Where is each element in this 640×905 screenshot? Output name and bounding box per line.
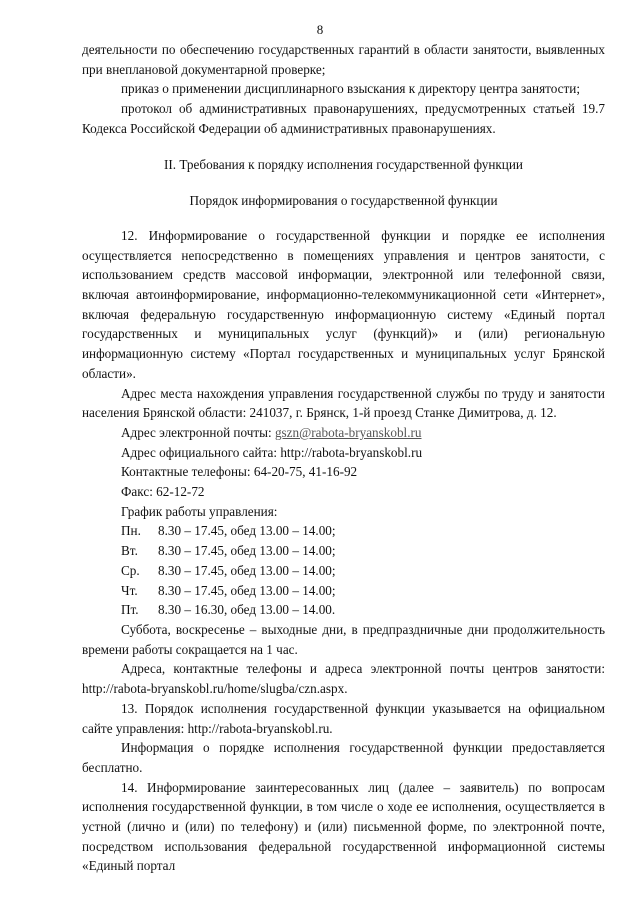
email-link[interactable]: gszn@rabota-bryanskobl.ru (274, 424, 422, 440)
section-heading: II. Требования к порядку исполнения государственной функции (164, 156, 523, 172)
schedule-title: График работы управления: (121, 503, 278, 519)
schedule-row-wed (82, 561, 605, 581)
paragraph-14: 14. Информирование заинтересованных лиц (далее – заявитель) по вопросам исполнения государственной функции, в том числе о ходе ее исполнения, осуществляется в устной (лично и (или) по телефону) и (или) письменной форме, по электронной почте, посредством использования федеральной государственной информационной системы «Единый портал (82, 779, 605, 874)
document-body (82, 40, 605, 876)
schedule-day: Пн. (121, 523, 141, 539)
fax-line: Факс: 62-12-72 (121, 484, 205, 500)
paragraph-free-info: Информация о порядке исполнения государственной функции предоставляется бесплатно. (82, 740, 605, 775)
schedule-day: Пт. (121, 602, 139, 618)
schedule-hours: 8.30 – 16.30, обед 13.00 – 14.00. (158, 602, 336, 618)
paragraph-13: 13. Порядок исполнения государственной функции указывается на официальном сайте управления: http://rabota-bryanskobl.ru. (82, 700, 605, 736)
email-line (82, 423, 605, 443)
paragraph-violations: деятельности по обеспечению государственных гарантий в области занятости, выявленных при внеплановой документарной проверке; (82, 42, 605, 77)
email-label: Адрес электронной почты: (121, 424, 275, 440)
paragraph-address: Адрес места нахождения управления государственной службы по труду и занятости населения Брянской области: 241037, г. Брянск, 1-й проезд Станке Димитрова, д. 12. (82, 385, 605, 421)
subsection-heading: Порядок информирования о государственной функции (189, 193, 498, 209)
paragraph-12: 12. Информирование о государственной функции и порядке ее исполнения осуществляется непосредственно в помещениях управления и центров занятости, с использованием средств массовой информации, электронной или телефонной связи, включая автоинформирование, информационно-телекоммуникационной сети «Интернет», включая федеральную государственную информационную систему «Единый портал государственных и муниципальных услуг (функций)» и (или) региональную информационную систему «Портал государственных и муниципальных услуг Брянской области». (82, 227, 605, 381)
schedule-hours: 8.30 – 17.45, обед 13.00 – 14.00; (158, 582, 336, 598)
schedule-hours: 8.30 – 17.45, обед 13.00 – 14.00; (158, 543, 336, 559)
paragraph-protocol: протокол об административных правонарушениях, предусмотренных статьей 19.7 Кодекса Российской Федерации об административных правонарушениях. (82, 101, 605, 136)
schedule-hours: 8.30 – 17.45, обед 13.00 – 14.00; (158, 562, 336, 578)
phones-line: Контактные телефоны: 64-20-75, 41-16-92 (121, 464, 358, 480)
schedule-row-tue (82, 541, 605, 561)
schedule-row-thu (82, 581, 605, 601)
paragraph-weekend: Суббота, воскресенье – выходные дни, в предпраздничные дни продолжительность времени работы сокращается на 1 час. (82, 621, 605, 657)
schedule-row-fri (82, 600, 605, 620)
page-number: 8 (316, 22, 324, 37)
site-line: Адрес официального сайта: http://rabota-bryanskobl.ru (121, 444, 423, 460)
schedule-hours: 8.30 – 17.45, обед 13.00 – 14.00; (158, 523, 336, 539)
schedule-day: Ср. (121, 562, 140, 578)
paragraph-centers: Адреса, контактные телефоны и адреса электронной почты центров занятости: http://rabota-bryanskobl.ru/home/slugba/czn.aspx. (82, 661, 605, 697)
paragraph-disciplinary-order: приказ о применении дисциплинарного взыскания к директору центра занятости; (121, 81, 581, 97)
schedule-day: Вт. (121, 543, 138, 559)
schedule-row-mon (82, 521, 605, 541)
schedule-day: Чт. (121, 582, 138, 598)
